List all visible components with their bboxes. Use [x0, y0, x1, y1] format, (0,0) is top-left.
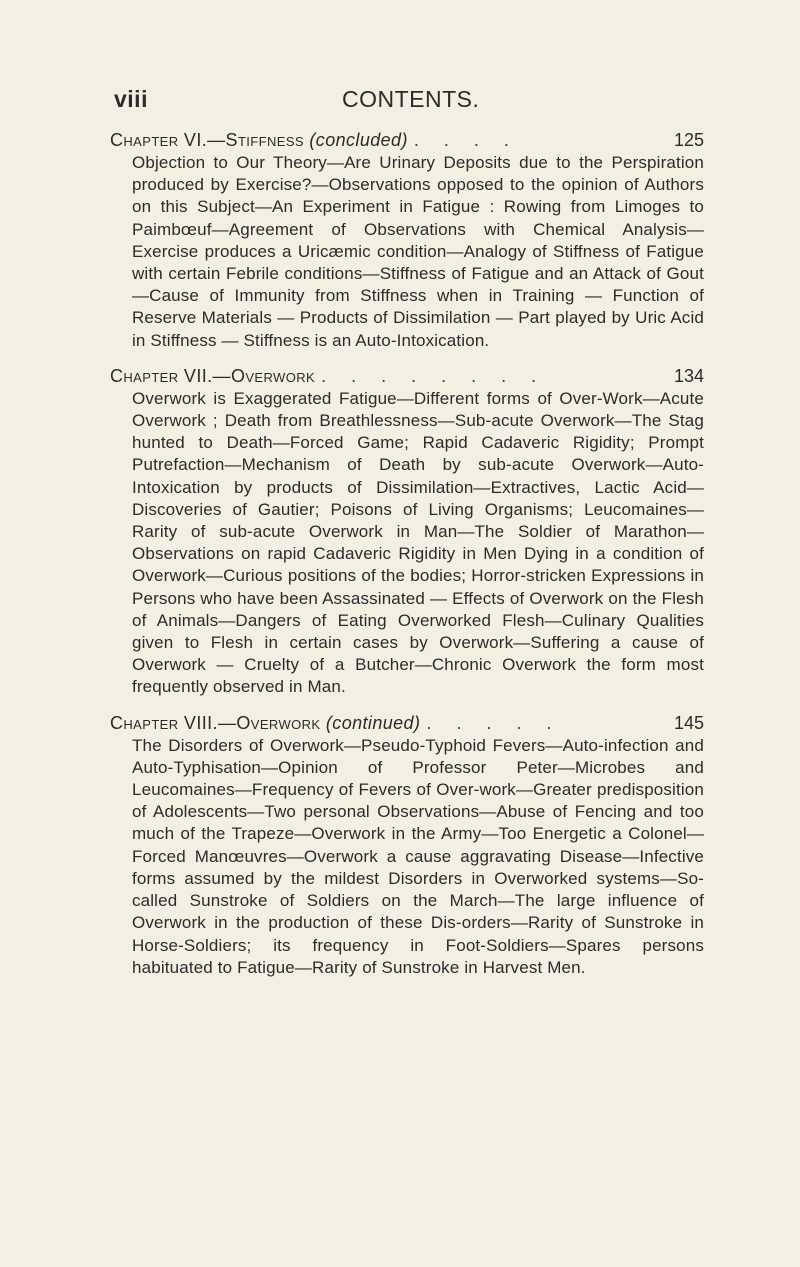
chapter-qualifier: (concluded): [309, 130, 408, 150]
chapter-heading: Chapter VIII.—Overwork (continued) . . . . . 145: [110, 712, 704, 733]
dot-leader: . . . . . . . .: [321, 365, 547, 386]
chapter-summary: Overwork is Exaggerated Fatigue—Different forms of Over-Work—Acute Overwork ; Death from Breathlessness—Sub-acute Overwork—The Stag hunted to Death—Forced Game; Rapid Cadaveric Rigidity; Prompt Putrefaction—Mechanism of Death by sub-acute Overwork—Auto-Intoxication by products of Dissimilation—Extractives, Lactic Acid—Discoveries of Gautier; Poisons of Living Organisms; Leucomaines—Rarity of sub-acute Overwork in Man—The Soldier of Marathon—Observations on rapid Cadaveric Rigidity in Men Dying in a condition of Overwork—Curious positions of the bodies; Horror-stricken Expressions in Persons who have been Assassinated — Effects of Overwork on the Flesh of Animals—Dangers of Eating Overworked Flesh—Culinary Qualities given to Flesh in certain cases by Overwork—Suffering a cause of Overwork — Cruelty of a Butcher—Chronic Overwork the form most frequently observed in Man.: [132, 388, 704, 697]
chapter-summary: Objection to Our Theory—Are Urinary Deposits due to the Perspiration produced by Exercise?—Observations opposed to the opinion of Authors on this Subject—An Experiment in Fatigue : Rowing from Limoges to Paimbœuf—Agreement of Observations with Chemical Analysis—Exercise produces a Uricæmic condition—Analogy of Stiffness of Fatigue with certain Febrile conditions—Stiffness of Fatigue and an Attack of Gout—Cause of Immunity from Stiffness when in Training — Function of Reserve Materials — Products of Dissimilation — Part played by Uric Acid in Stiffness — Stiffness is an Auto-Intoxication.: [132, 153, 704, 350]
chapter-title: Stiffness: [225, 130, 304, 150]
chapter-title: Overwork: [230, 365, 316, 386]
chapter-page-number: 134: [673, 365, 704, 386]
dot-leader: . . . . .: [426, 712, 562, 733]
table-of-contents: [110, 128, 704, 991]
chapter-heading: Chapter VII.—Overwork . . . . . . . . 134: [110, 365, 704, 386]
page-folio: viii: [114, 86, 148, 112]
chapter-summary: The Disorders of Overwork—Pseudo-Typhoid Fevers—Auto-infection and Auto-Typhisation—Opinion of Professor Peter—Microbes and Leucomaines—Frequency of Fevers of Over-work—Greater predisposition of Adolescents—Two personal Observations—Abuse of Fencing and too much of the Trapeze—Overwork in the Army—Too Energetic a Colonel—Forced Manœuvres—Overwork a cause aggravating Disease—Infective forms assumed by the mildest Disorders in Overworked systems—So-called Sunstroke of Soldiers on the March—The large influence of Overwork in the production of these Dis-orders—Rarity of Sunstroke in Horse-Soldiers; its frequency in Foot-Soldiers—Spares persons habituated to Fatigue—Rarity of Sunstroke in Harvest Men.: [132, 735, 704, 977]
chapter-number: Chapter VI.: [110, 130, 208, 150]
chapter-entry: [110, 128, 704, 352]
chapter-number: Chapter VIII.: [110, 712, 218, 733]
dot-leader: . . . .: [413, 130, 519, 150]
chapter-number: Chapter VII.: [110, 365, 213, 386]
running-title: CONTENTS.: [342, 86, 480, 112]
chapter-entry: [110, 364, 704, 699]
chapter-page-number: 145: [673, 712, 704, 733]
chapter-title: Overwork: [236, 712, 321, 733]
running-head: [114, 86, 694, 114]
chapter-heading: Chapter VI.—Stiffness (concluded) . . . . 125: [110, 130, 704, 150]
chapter-entry: [110, 711, 704, 979]
chapter-page-number: 125: [673, 130, 704, 150]
chapter-qualifier: (continued): [325, 712, 421, 733]
